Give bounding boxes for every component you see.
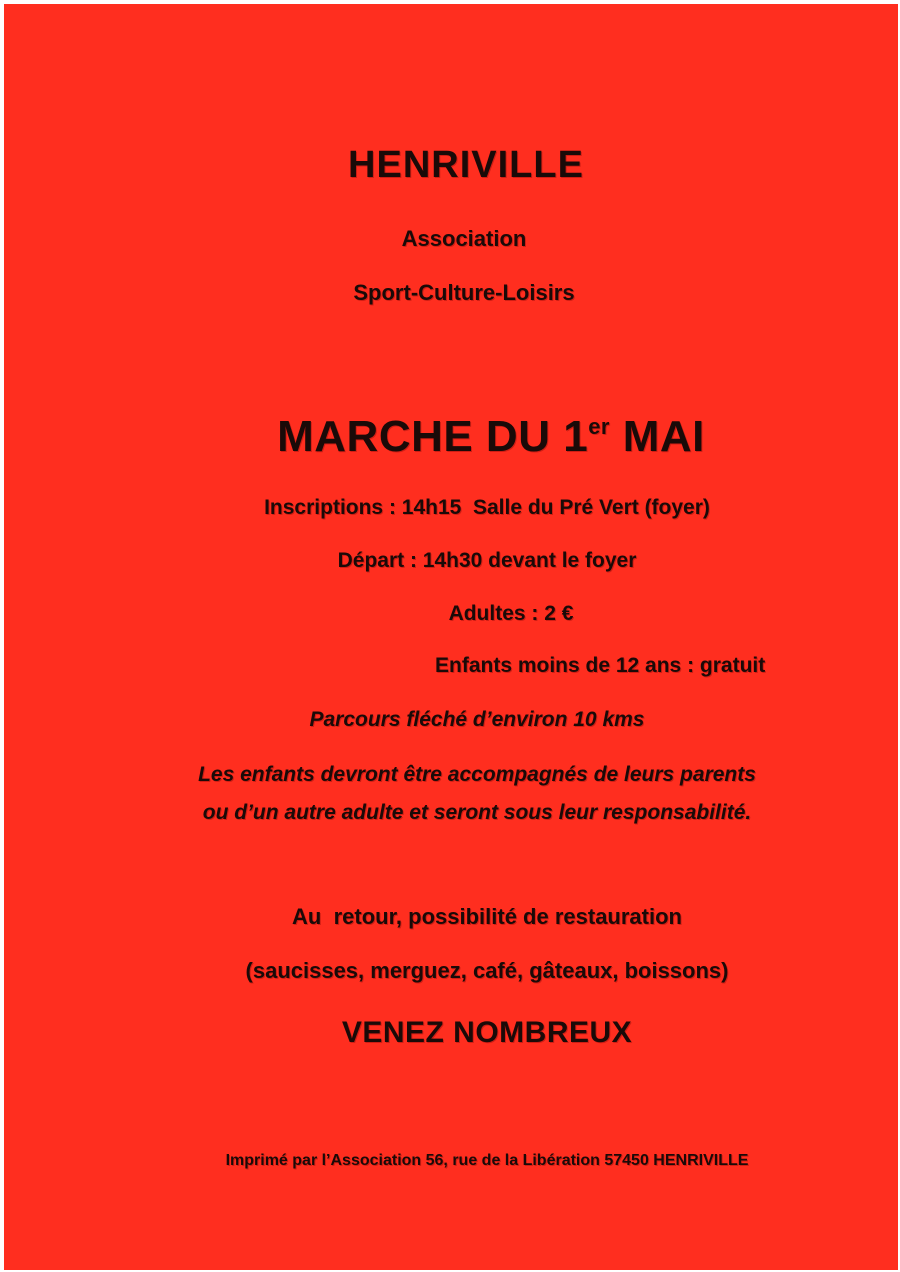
children-price: Enfants moins de 12 ans : gratuit <box>435 654 766 677</box>
route-info: Parcours fléché d’environ 10 kms <box>309 708 645 731</box>
event-title-prefix: MARCHE DU 1 <box>277 412 589 461</box>
association-name: Sport-Culture-Loisirs <box>353 280 575 305</box>
event-title-ordinal: er <box>588 414 610 439</box>
departure-info: Départ : 14h30 devant le foyer <box>337 549 637 572</box>
call-to-action: VENEZ NOMBREUX <box>341 1016 633 1049</box>
association-label: Association <box>401 226 527 251</box>
town-title: HENRIVILLE <box>348 144 584 186</box>
printer-note: Imprimé par l’Association 56, rue de la Libération 57450 HENRIVILLE <box>225 1152 749 1169</box>
event-title-suffix: MAI <box>609 412 705 461</box>
registration-info: Inscriptions : 14h15 Salle du Pré Vert (foyer) <box>264 496 710 519</box>
children-note-line-1: Les enfants devront être accompagnés de leurs parents <box>198 763 756 786</box>
food-info-line-2: (saucisses, merguez, café, gâteaux, boissons) <box>245 958 729 983</box>
event-title <box>44 412 900 462</box>
adult-price: Adultes : 2 € <box>448 602 574 625</box>
flyer-page <box>4 4 898 1270</box>
food-info-line-1: Au retour, possibilité de restauration <box>292 904 682 929</box>
children-note-line-2: ou d’un autre adulte et seront sous leur responsabilité. <box>202 801 752 824</box>
